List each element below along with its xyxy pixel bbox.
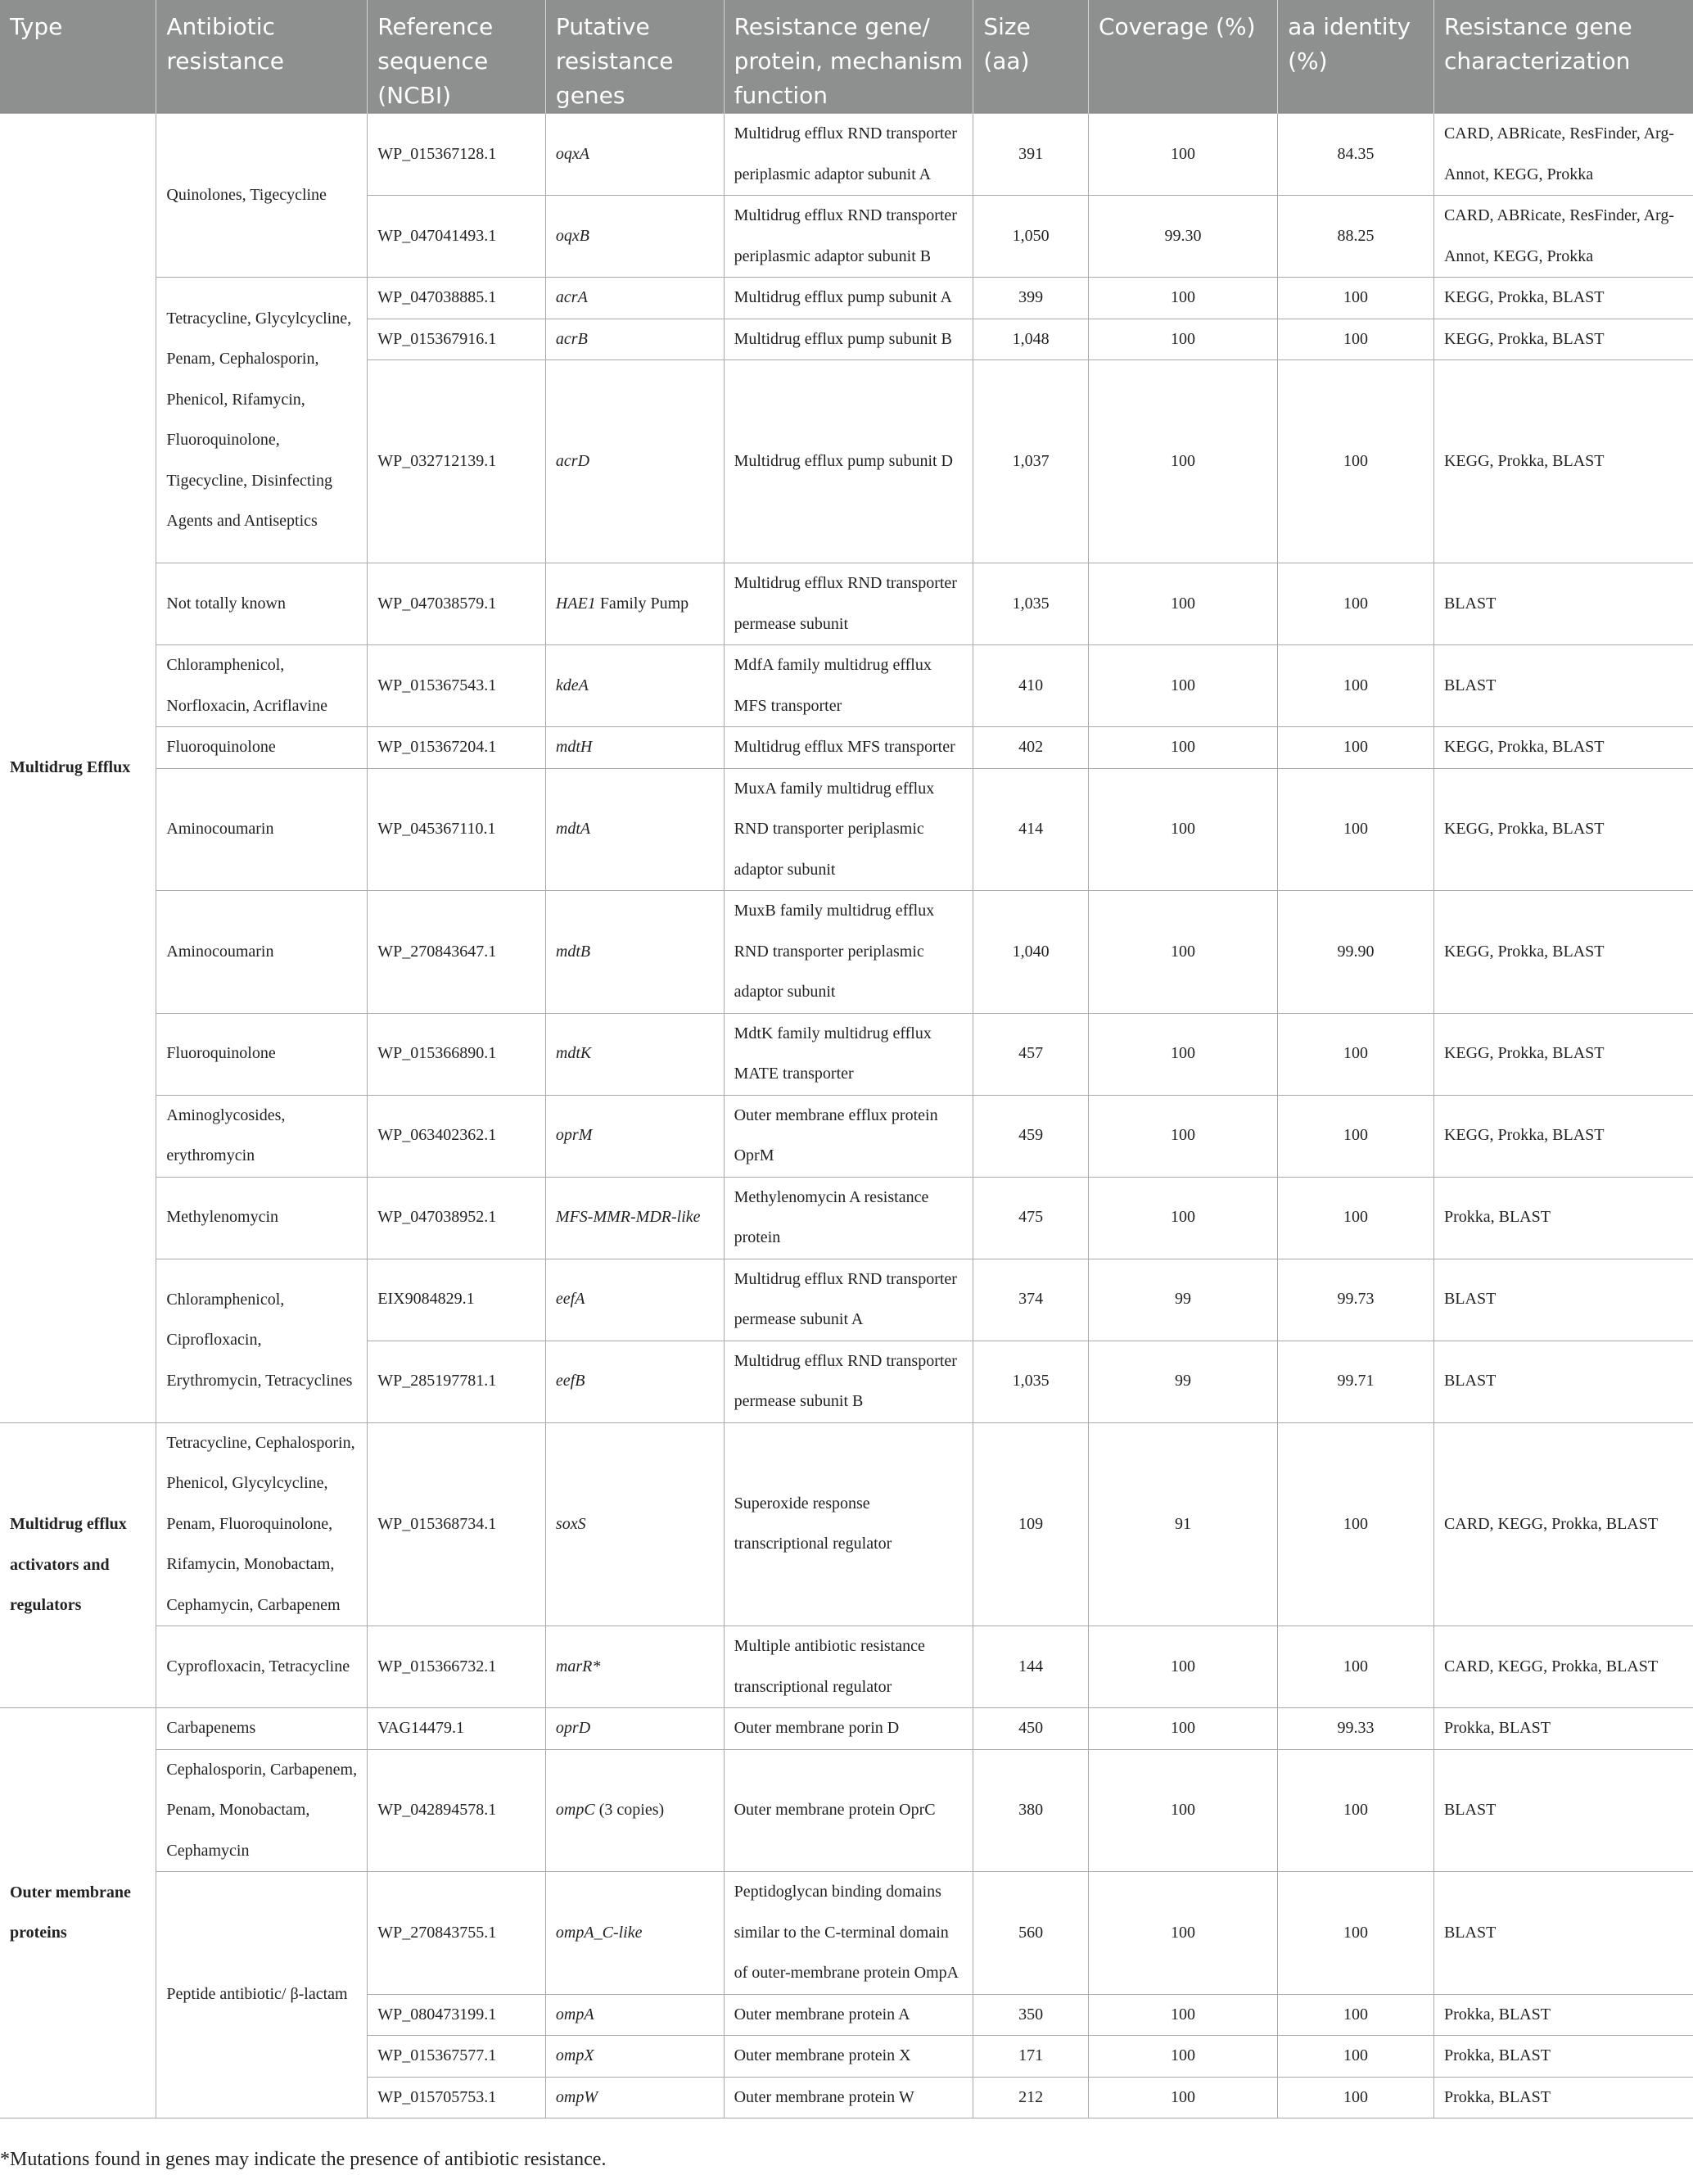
size-cell: 457 [973,1013,1089,1095]
identity-cell: 100 [1278,563,1434,645]
characterization-cell: BLAST [1433,1341,1693,1422]
header-aa-identity: aa identity (%) [1278,0,1434,114]
characterization-cell: Prokka, BLAST [1433,2077,1693,2118]
gene-name: MFS-MMR-MDR-like [555,1208,701,1227]
identity-cell: 100 [1278,768,1434,891]
antibiotic-cell: Aminocoumarin [156,768,368,891]
function-cell: MdtK family multidrug efflux MATE transporter [724,1013,973,1095]
function-cell: Peptidoglycan binding domains similar to the C-terminal domain of outer-membrane protein OmpA [724,1872,973,1995]
antibiotic-cell: Cephalosporin, Carbapenem, Penam, Monobactam, Cephamycin [156,1749,368,1872]
function-cell: Multiple antibiotic resistance transcriptional regulator [724,1626,973,1708]
ref-cell: WP_015367543.1 [368,645,546,727]
gene-cell [545,1626,724,1708]
antibiotic-cell: Methylenomycin [156,1177,368,1259]
gene-cell [545,1177,724,1259]
characterization-cell: BLAST [1433,1259,1693,1341]
function-cell: Multidrug efflux RND transporter periplasmic adaptor subunit B [724,196,973,278]
size-cell: 459 [973,1095,1089,1177]
type-cell: Multidrug efflux activators and regulators [0,1422,156,1708]
size-cell: 1,035 [973,1341,1089,1422]
antibiotic-cell: Carbapenems [156,1708,368,1750]
header-characterization: Resistance gene characterization [1433,0,1693,114]
coverage-cell: 100 [1089,2077,1278,2118]
antibiotic-cell: Aminoglycosides, erythromycin [156,1095,368,1177]
coverage-cell: 100 [1089,768,1278,891]
size-cell: 410 [973,645,1089,727]
gene-name: oprD [555,1719,591,1737]
antibiotic-cell: Not totally known [156,563,368,645]
antibiotic-cell: Chloramphenicol, Norfloxacin, Acriflavine [156,645,368,727]
characterization-cell: BLAST [1433,645,1693,727]
identity-cell: 100 [1278,1422,1434,1626]
antibiotic-cell: Fluoroquinolone [156,1013,368,1095]
function-cell: Outer membrane efflux protein OprM [724,1095,973,1177]
gene-note: (3 copies) [594,1801,665,1819]
identity-cell: 100 [1278,319,1434,360]
function-cell: Multidrug efflux RND transporter permease subunit [724,563,973,645]
characterization-cell: CARD, KEGG, Prokka, BLAST [1433,1626,1693,1708]
ref-cell: WP_015367577.1 [368,2036,546,2078]
size-cell: 450 [973,1708,1089,1750]
identity-cell: 100 [1278,1013,1434,1095]
gene-cell [545,2036,724,2078]
table-row [0,1749,1693,1872]
identity-cell: 100 [1278,1749,1434,1872]
gene-name: HAE1 [555,594,596,613]
header-putative-genes: Putative resistance genes [545,0,724,114]
coverage-cell: 100 [1089,891,1278,1014]
function-cell: MuxB family multidrug efflux RND transporter periplasmic adaptor subunit [724,891,973,1014]
table-row [0,1422,1693,1626]
identity-cell: 100 [1278,2077,1434,2118]
function-cell: Superoxide response transcriptional regulator [724,1422,973,1626]
table-row [0,278,1693,319]
size-cell: 212 [973,2077,1089,2118]
gene-name: acrB [555,329,588,348]
coverage-cell: 91 [1089,1422,1278,1626]
gene-name: eefA [555,1290,585,1309]
gene-name: acrD [555,451,590,470]
antibiotic-cell: Aminocoumarin [156,891,368,1014]
size-cell: 109 [973,1422,1089,1626]
function-cell: Multidrug efflux pump subunit A [724,278,973,319]
function-cell: Multidrug efflux MFS transporter [724,727,973,769]
function-cell: Multidrug efflux pump subunit D [724,360,973,563]
size-cell: 1,035 [973,563,1089,645]
size-cell: 380 [973,1749,1089,1872]
coverage-cell: 99 [1089,1341,1278,1422]
type-cell: Outer membrane proteins [0,1708,156,2118]
size-cell: 1,037 [973,360,1089,563]
coverage-cell: 100 [1089,1994,1278,2036]
header-row [0,0,1693,114]
coverage-cell: 100 [1089,319,1278,360]
gene-cell [545,1259,724,1341]
function-cell: MuxA family multidrug efflux RND transporter periplasmic adaptor subunit [724,768,973,891]
size-cell: 399 [973,278,1089,319]
ref-cell: WP_015367204.1 [368,727,546,769]
ref-cell: WP_015366890.1 [368,1013,546,1095]
coverage-cell: 100 [1089,1872,1278,1995]
coverage-cell: 99.30 [1089,196,1278,278]
antibiotic-cell: Peptide antibiotic/ β-lactam [156,1872,368,2118]
coverage-cell: 100 [1089,1708,1278,1750]
identity-cell: 99.73 [1278,1259,1434,1341]
gene-cell [545,196,724,278]
gene-name: ompA_C-like [555,1923,643,1942]
ref-cell: WP_047038579.1 [368,563,546,645]
coverage-cell: 100 [1089,1095,1278,1177]
ref-cell: WP_047041493.1 [368,196,546,278]
gene-name: ompC [555,1801,595,1819]
size-cell: 1,040 [973,891,1089,1014]
characterization-cell: KEGG, Prokka, BLAST [1433,727,1693,769]
identity-cell: 100 [1278,1626,1434,1708]
gene-cell [545,1872,724,1995]
coverage-cell: 100 [1089,563,1278,645]
table-row [0,1259,1693,1341]
function-cell: Outer membrane protein X [724,2036,973,2078]
type-cell: Multidrug Efflux [0,114,156,1423]
size-cell: 560 [973,1872,1089,1995]
size-cell: 144 [973,1626,1089,1708]
coverage-cell: 100 [1089,1177,1278,1259]
antibiotic-cell: Quinolones, Tigecycline [156,114,368,278]
gene-name: oqxA [555,144,590,163]
gene-cell [545,1013,724,1095]
characterization-cell: Prokka, BLAST [1433,1708,1693,1750]
size-cell: 402 [973,727,1089,769]
characterization-cell: BLAST [1433,1872,1693,1995]
gene-cell [545,1749,724,1872]
coverage-cell: 100 [1089,1626,1278,1708]
gene-name: oqxB [555,226,590,245]
characterization-cell: BLAST [1433,1749,1693,1872]
antibiotic-cell: Cyprofloxacin, Tetracycline [156,1626,368,1708]
header-antibiotic-resistance: Antibiotic resistance [156,0,368,114]
ref-cell: WP_047038885.1 [368,278,546,319]
gene-cell [545,1708,724,1750]
identity-cell: 100 [1278,727,1434,769]
gene-cell [545,360,724,563]
gene-name: mdtB [555,942,591,961]
gene-cell [545,727,724,769]
table-row [0,114,1693,196]
gene-name: acrA [555,288,588,306]
characterization-cell: KEGG, Prokka, BLAST [1433,891,1693,1014]
gene-name: mdtA [555,820,591,838]
characterization-cell: KEGG, Prokka, BLAST [1433,319,1693,360]
coverage-cell: 100 [1089,727,1278,769]
coverage-cell: 100 [1089,114,1278,196]
ref-cell: WP_015367916.1 [368,319,546,360]
characterization-cell: Prokka, BLAST [1433,1994,1693,2036]
table-row [0,768,1693,891]
characterization-cell: BLAST [1433,563,1693,645]
characterization-cell: Prokka, BLAST [1433,2036,1693,2078]
identity-cell: 100 [1278,278,1434,319]
identity-cell: 100 [1278,2036,1434,2078]
table-row [0,727,1693,769]
gene-name: mdtH [555,738,593,756]
size-cell: 171 [973,2036,1089,2078]
identity-cell: 84.35 [1278,114,1434,196]
identity-cell: 88.25 [1278,196,1434,278]
function-cell: Multidrug efflux RND transporter permease subunit B [724,1341,973,1422]
antibiotic-cell: Fluoroquinolone [156,727,368,769]
table-row [0,1626,1693,1708]
coverage-cell: 100 [1089,1013,1278,1095]
gene-cell [545,1422,724,1626]
function-cell: Multidrug efflux pump subunit B [724,319,973,360]
gene-cell [545,768,724,891]
antibiotic-cell: Chloramphenicol, Ciprofloxacin, Erythromycin, Tetracyclines [156,1259,368,1422]
characterization-cell: CARD, ABRicate, ResFinder, Arg-Annot, KEGG, Prokka [1433,114,1693,196]
gene-cell [545,319,724,360]
ref-cell: EIX9084829.1 [368,1259,546,1341]
gene-name: marR* [555,1657,601,1675]
characterization-cell: KEGG, Prokka, BLAST [1433,278,1693,319]
table-row [0,645,1693,727]
identity-cell: 100 [1278,1095,1434,1177]
table-footnote: *Mutations found in genes may indicate the presence of antibiotic resistance. [0,2149,607,2170]
function-cell: Outer membrane porin D [724,1708,973,1750]
table-row [0,1177,1693,1259]
coverage-cell: 99 [1089,1259,1278,1341]
function-cell: Multidrug efflux RND transporter permease subunit A [724,1259,973,1341]
ref-cell: WP_063402362.1 [368,1095,546,1177]
ref-cell: VAG14479.1 [368,1708,546,1750]
coverage-cell: 100 [1089,1749,1278,1872]
gene-cell [545,1341,724,1422]
gene-cell [545,891,724,1014]
ref-cell: WP_032712139.1 [368,360,546,563]
ref-cell: WP_270843755.1 [368,1872,546,1995]
gene-name: oprM [555,1126,593,1145]
size-cell: 1,048 [973,319,1089,360]
function-cell: Methylenomycin A resistance protein [724,1177,973,1259]
coverage-cell: 100 [1089,2036,1278,2078]
identity-cell: 99.90 [1278,891,1434,1014]
size-cell: 475 [973,1177,1089,1259]
ref-cell: WP_015368734.1 [368,1422,546,1626]
coverage-cell: 100 [1089,278,1278,319]
gene-name: soxS [555,1514,586,1533]
ref-cell: WP_015705753.1 [368,2077,546,2118]
function-cell: Multidrug efflux RND transporter periplasmic adaptor subunit A [724,114,973,196]
header-size: Size (aa) [973,0,1089,114]
ref-cell: WP_285197781.1 [368,1341,546,1422]
ref-cell: WP_047038952.1 [368,1177,546,1259]
table-row [0,1095,1693,1177]
gene-name: ompW [555,2087,598,2106]
size-cell: 374 [973,1259,1089,1341]
table-row [0,1872,1693,1995]
characterization-cell: CARD, ABRicate, ResFinder, Arg-Annot, KEGG, Prokka [1433,196,1693,278]
identity-cell: 100 [1278,1177,1434,1259]
gene-cell [545,114,724,196]
characterization-cell: KEGG, Prokka, BLAST [1433,360,1693,563]
antibiotic-cell: Tetracycline, Cephalosporin, Phenicol, Glycylcycline, Penam, Fluoroquinolone, Rifamycin, Monobactam, Cephamycin, Carbapenem [156,1422,368,1626]
table-row [0,1708,1693,1750]
function-cell: Outer membrane protein W [724,2077,973,2118]
ref-cell: WP_270843647.1 [368,891,546,1014]
identity-cell: 99.71 [1278,1341,1434,1422]
gene-cell [545,563,724,645]
header-reference-sequence: Reference sequence (NCBI) [368,0,546,114]
characterization-cell: Prokka, BLAST [1433,1177,1693,1259]
coverage-cell: 100 [1089,360,1278,563]
size-cell: 414 [973,768,1089,891]
coverage-cell: 100 [1089,645,1278,727]
table-row [0,891,1693,1014]
identity-cell: 100 [1278,645,1434,727]
function-cell: MdfA family multidrug efflux MFS transporter [724,645,973,727]
ref-cell: WP_080473199.1 [368,1994,546,2036]
characterization-cell: KEGG, Prokka, BLAST [1433,1013,1693,1095]
table-row [0,1013,1693,1095]
gene-cell [545,278,724,319]
function-cell: Outer membrane protein A [724,1994,973,2036]
gene-name: ompX [555,2046,594,2064]
identity-cell: 100 [1278,360,1434,563]
antibiotic-cell: Tetracycline, Glycylcycline, Penam, Cephalosporin, Phenicol, Rifamycin, Fluoroquinolone, Tigecycline, Disinfecting Agents and Antiseptics [156,278,368,563]
ref-cell: WP_045367110.1 [368,768,546,891]
size-cell: 391 [973,114,1089,196]
header-coverage: Coverage (%) [1089,0,1278,114]
identity-cell: 100 [1278,1994,1434,2036]
gene-cell [545,2077,724,2118]
function-cell: Outer membrane protein OprC [724,1749,973,1872]
size-cell: 350 [973,1994,1089,2036]
gene-name: mdtK [555,1044,592,1063]
identity-cell: 99.33 [1278,1708,1434,1750]
characterization-cell: CARD, KEGG, Prokka, BLAST [1433,1422,1693,1626]
ref-cell: WP_015367128.1 [368,114,546,196]
identity-cell: 100 [1278,1872,1434,1995]
header-type: Type [0,0,156,114]
gene-name: kdeA [555,676,589,694]
gene-note: Family Pump [595,594,689,613]
gene-cell [545,1095,724,1177]
gene-cell [545,1994,724,2036]
gene-name: eefB [555,1372,585,1390]
characterization-cell: KEGG, Prokka, BLAST [1433,768,1693,891]
ref-cell: WP_042894578.1 [368,1749,546,1872]
size-cell: 1,050 [973,196,1089,278]
gene-cell [545,645,724,727]
table-row [0,563,1693,645]
ref-cell: WP_015366732.1 [368,1626,546,1708]
characterization-cell: KEGG, Prokka, BLAST [1433,1095,1693,1177]
gene-name: ompA [555,2005,594,2023]
header-mechanism-function: Resistance gene/ protein, mechanism function [724,0,973,114]
